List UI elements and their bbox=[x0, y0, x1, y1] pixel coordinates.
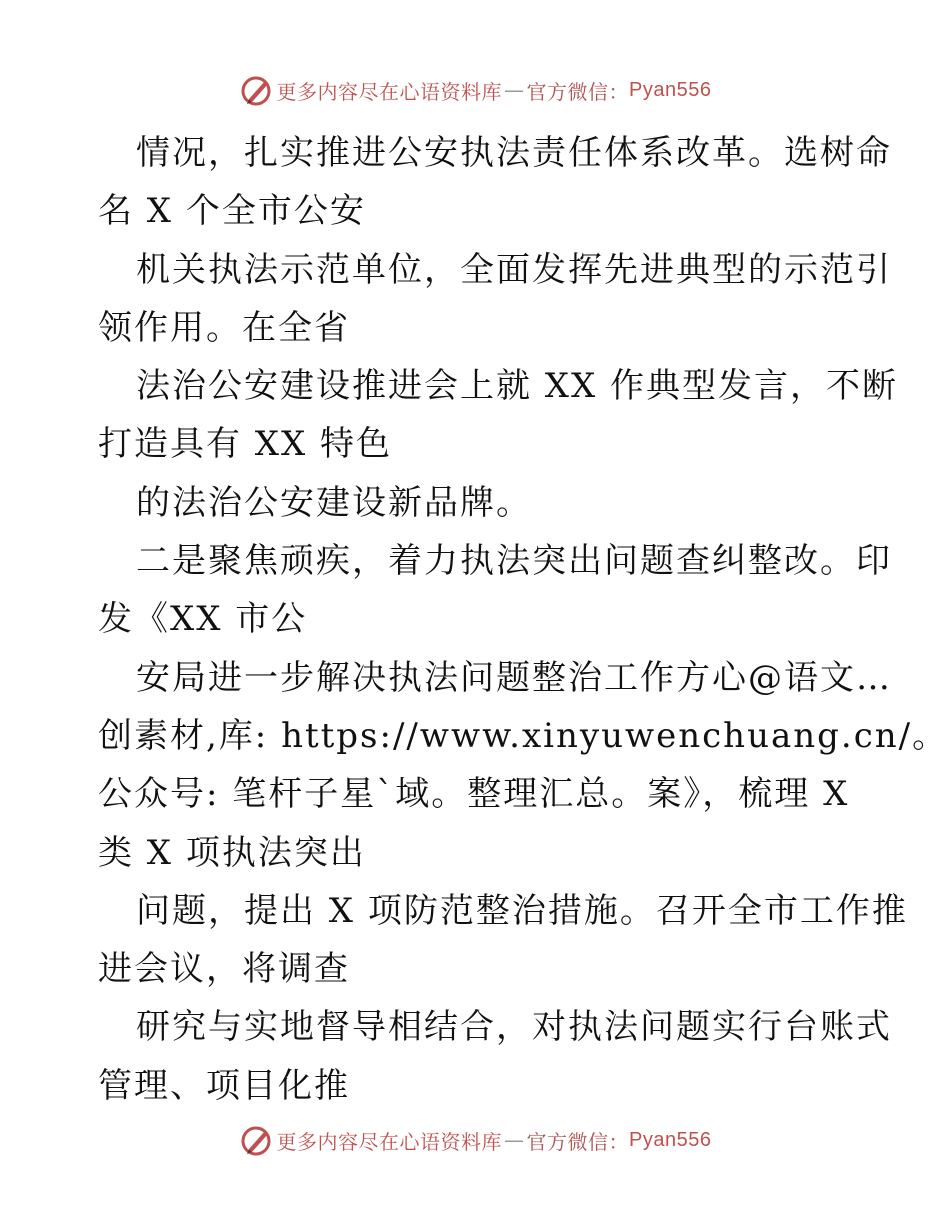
body-line: 管理、项目化推 bbox=[98, 1065, 350, 1106]
body-line: 安局进一步解决执法问题整治工作方心@语文… bbox=[136, 657, 892, 698]
body-line: 领作用。在全省 bbox=[98, 307, 350, 348]
banner-wechat-id: Pyan556 bbox=[629, 1128, 712, 1151]
body-line: 问题，提出 X 项防范整治措施。召开全市工作推 bbox=[136, 890, 908, 931]
body-line: 类 X 项执法突出 bbox=[98, 832, 366, 873]
footer-watermark-banner bbox=[0, 1120, 950, 1160]
body-line: 进会议，将调查 bbox=[98, 949, 350, 990]
body-line: 的法治公安建设新品牌。 bbox=[136, 482, 532, 523]
banner-text: 更多内容尽在心语资料库 bbox=[276, 1129, 503, 1154]
pen-circle-logo-icon bbox=[239, 1123, 273, 1157]
banner-wechat-label: 官方微信： bbox=[526, 1129, 630, 1154]
body-line: 公众号: 笔杆子星`域。整理汇总。案》，梳理 X bbox=[98, 774, 850, 815]
document-body bbox=[98, 124, 949, 1115]
body-line: 打造具有 XX 特色 bbox=[98, 424, 393, 465]
body-line: 二是聚焦顽疾，着力执法突出问题查纠整改。印 bbox=[136, 541, 892, 582]
body-line: 创素材,库: https://www.xinyuwenchuang.cn/。 bbox=[98, 715, 949, 756]
body-line: 研究与实地督导相结合，对执法问题实行台账式 bbox=[136, 1007, 892, 1048]
banner-dash: — bbox=[504, 1128, 525, 1152]
body-line: 发《XX 市公 bbox=[98, 599, 308, 640]
banner-wechat-id: Pyan556 bbox=[629, 78, 712, 101]
banner-wechat-label: 官方微信： bbox=[526, 79, 630, 104]
banner-text: 更多内容尽在心语资料库 bbox=[276, 79, 503, 104]
pen-circle-logo-icon bbox=[239, 73, 273, 107]
body-line: 法治公安建设推进会上就 XX 作典型发言，不断 bbox=[136, 366, 899, 407]
body-line: 名 X 个全市公安 bbox=[98, 191, 366, 232]
body-line: 机关执法示范单位，全面发挥先进典型的示范引 bbox=[136, 249, 892, 290]
banner-dash: — bbox=[504, 78, 525, 102]
header-watermark-banner bbox=[0, 70, 950, 110]
body-line: 情况，扎实推进公安执法责任体系改革。选树命 bbox=[136, 133, 892, 173]
